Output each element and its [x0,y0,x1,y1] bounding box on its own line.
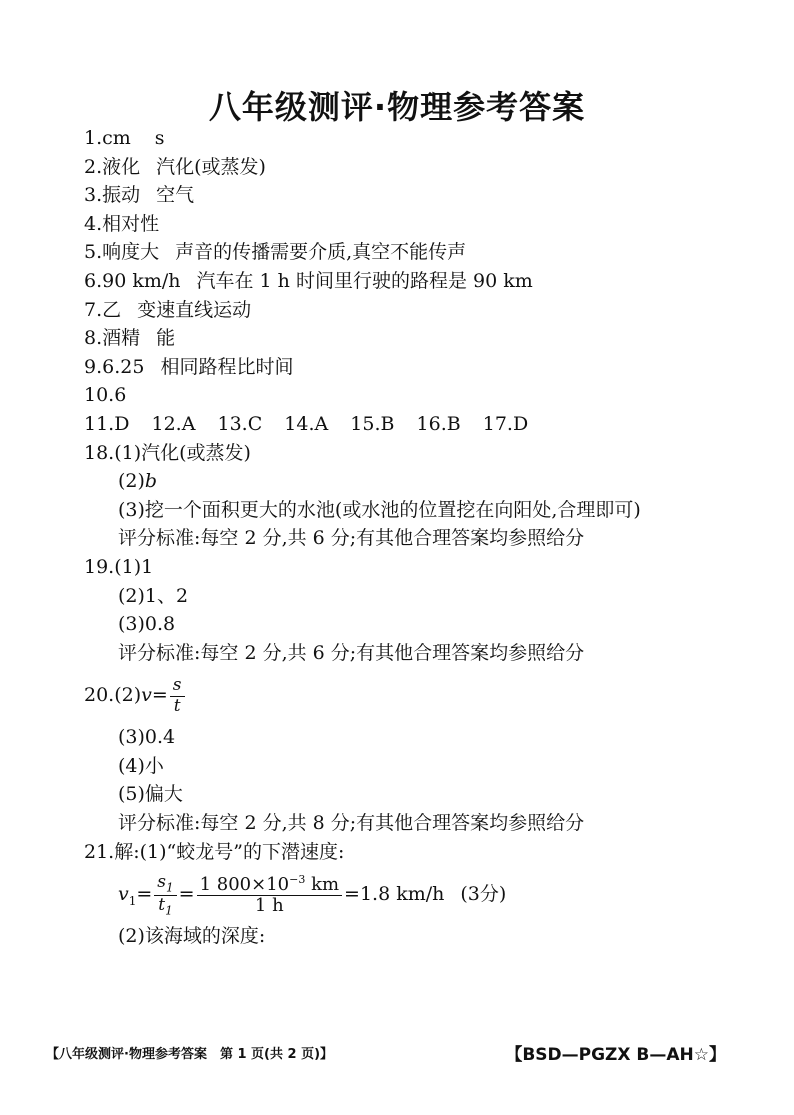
q21-formula-line: $v_1=$ $\frac{s_1}{t_1}$ = $\frac{1 800\times 10^{-3} km}{1 h}$ =1.8 km/h (3分) [118,871,507,918]
answer-4: 4.相对性 [84,212,160,235]
answer-3: 3.振动 空气 [84,184,195,207]
fraction: $\frac{s}{t}$ [170,676,185,716]
q20-scoring: 评分标准:每空 2 分,共 8 分;有其他合理答案均参照给分 [118,812,585,835]
q19-line-2: (2)1、2 [118,584,189,607]
q20-line-2: (3)0.4 [118,726,176,749]
answer-body [84,124,764,951]
q20-line-3: (4)小 [118,754,164,777]
answer-6: 6.90 km/h 汽车在 1 h 时间里行驶的路程是 90 km [84,269,533,292]
footer-page-info: 【八年级测评·物理参考答案 第 1 页(共 2 页)】 [46,1047,334,1062]
answer-2: 2.液化 汽化(或蒸发) [84,155,266,178]
answer-5: 5.响度大 声音的传播需要介质,真空不能传声 [84,241,467,264]
choice-answers: 11.D 12.A 13.C 14.A 15.B 16.B 17.D [84,412,529,435]
answer-10: 10.6 [84,384,127,407]
q21-line-1: 21.解:(1)“蛟龙号”的下潜速度: [84,840,345,863]
q18-scoring: 评分标准:每空 2 分,共 6 分;有其他合理答案均参照给分 [118,527,585,550]
q19-scoring: 评分标准:每空 2 分,共 6 分;有其他合理答案均参照给分 [118,641,585,664]
answer-9: 9.6.25 相同路程比时间 [84,355,294,378]
q20-line-4: (5)偏大 [118,783,183,806]
fraction: $\frac{s_1}{t_1}$ [154,873,176,918]
footer-code: 【BSD—PGZX B—AH☆】 [505,1045,726,1065]
q19-line-3: (3)0.8 [118,613,176,636]
q19-line-1: 19.(1)1 [84,555,154,578]
q18-line-2: (2)b [118,470,158,493]
answer-7: 7.乙 变速直线运动 [84,298,252,321]
fraction: $\frac{1 800\times 10^{-3} km}{1 h}$ [197,874,342,917]
answer-1: 1.cm s [84,127,165,149]
q18-line-1: 18.(1)汽化(或蒸发) [84,441,251,464]
q20-formula-line: 20.(2)v= $\frac{s}{t}$ [84,667,764,723]
q18-line-3: (3)挖一个面积更大的水池(或水池的位置挖在向阳处,合理即可) [118,498,641,521]
q21-line-3: (2)该海域的深度: [118,925,266,948]
page-title: 八年级测评·物理参考答案 [208,88,586,126]
answer-8: 8.酒精 能 [84,327,176,350]
